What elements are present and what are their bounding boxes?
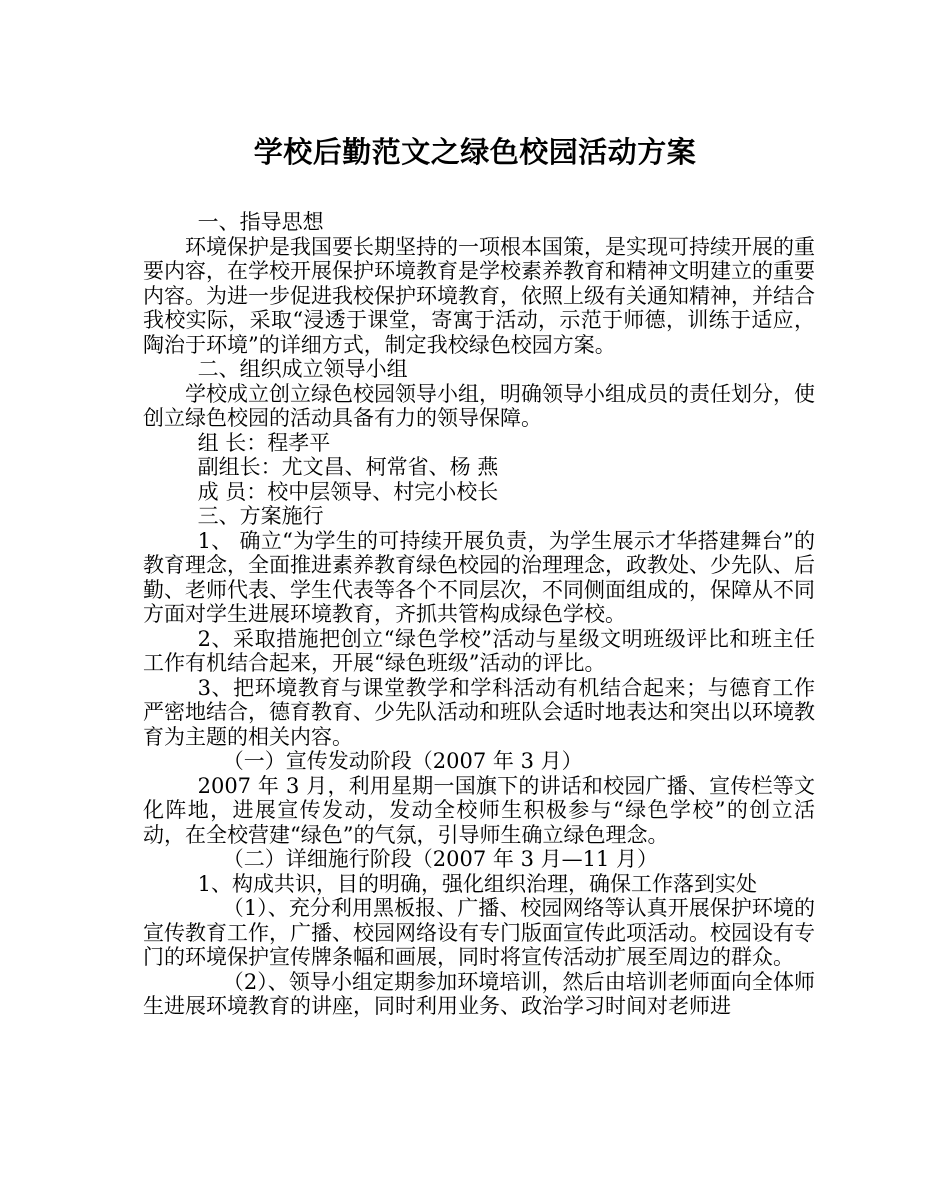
paragraph-item-1: （1）、充分利用黑板报、广播、校园网络等认真开展保护环境的宣传教育工作，广播、校园网络设有专门版面宣传此项活动。校园设有专门的环境保护宣传牌条幅和画展，同时将宣传活动扩展至周边的群众。 [143,896,815,969]
paragraph-consensus: 1、构成共识，目的明确，强化组织治理，确保工作落到实处 [197,871,757,896]
paragraph-implementation-2: 2、采取措施把创立“绿色学校”活动与星级文明班级评比和班主任工作有机结合起来，开展“绿色班级”活动的评比。 [143,626,815,675]
section-heading-guiding-ideology: 一、指导思想 [197,210,324,234]
paragraph-item-2: （2）、领导小组定期参加环境培训，然后由培训老师面向全体师生进展环境教育的讲座，同时利用业务、政治学习时间对老师进 [143,969,815,1018]
stage-heading-implementation: （二）详细施行阶段（2007 年 3 月—11 月） [222,847,659,871]
stage-heading-publicity: （一）宣传发动阶段（2007 年 3 月） [222,749,583,773]
members-line: 成 员：校中层领导、村完小校长 [197,479,499,504]
document-body [143,210,815,1019]
group-leader-line: 组 长：程孝平 [197,430,331,455]
paragraph-implementation-3: 3、把环境教育与课堂教学和学科活动有机结合起来；与德育工作严密地结合，德育教育、少先队活动和班队会适时地表达和突出以环境教育为主题的相关内容。 [143,675,815,749]
section-heading-leadership-group: 二、组织成立领导小组 [197,357,408,381]
deputy-leader-line: 副组长：尤文昌、柯常省、杨 燕 [197,455,499,479]
paragraph-implementation-1: 1、 确立“为学生的可持续开展负责，为学生展示才华搭建舞台”的教育理念，全面推进素养教育绿色校园的治理理念，政教处、少先队、后勤、老师代表、学生代表等各个不同层次，不同侧面组成的，保障从不同方面对学生进展环境教育，齐抓共管构成绿色学校。 [143,528,815,626]
paragraph-guiding-ideology: 环境保护是我国要长期坚持的一项根本国策，是实现可持续开展的重要内容，在学校开展保护环境教育是学校素养教育和精神文明建立的重要内容。为进一步促进我校保护环境教育，依照上级有关通知精神，并结合我校实际，采取“浸透于课堂，寄寓于活动，示范于师德，训练于适应，陶治于环境”的详细方式，制定我校绿色校园方案。 [143,234,815,357]
paragraph-leadership-group: 学校成立创立绿色校园领导小组，明确领导小组成员的责任划分，使创立绿色校园的活动具备有力的领导保障。 [143,381,815,430]
section-heading-implementation: 三、方案施行 [197,504,324,528]
document-title: 学校后勤范文之绿色校园活动方案 [253,135,697,169]
paragraph-publicity: 2007 年 3 月，利用星期一国旗下的讲话和校园广播、宣传栏等文化阵地，进展宣传发动，发动全校师生积极参与“绿色学校”的创立活动，在全校营建“绿色”的气氛，引导师生确立绿色理念。 [143,773,815,847]
